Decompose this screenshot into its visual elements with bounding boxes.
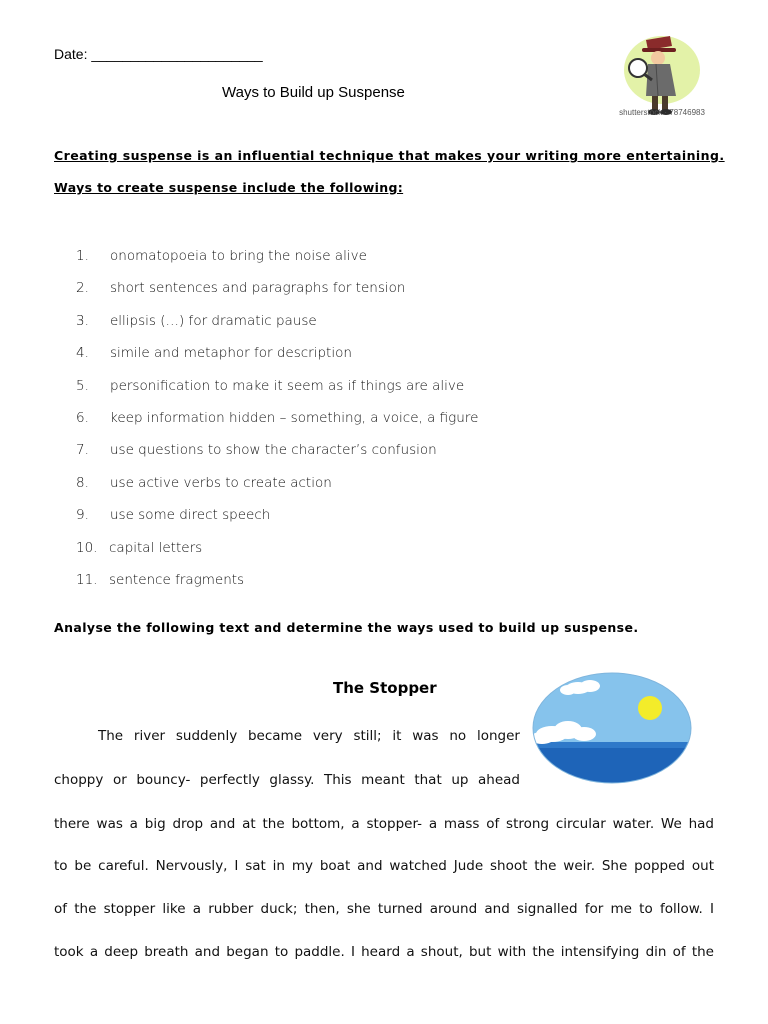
list-item <box>76 378 478 410</box>
list-text: onomatopoeia to bring the noise alive <box>110 248 367 264</box>
intro-line-2: Ways to create suspense include the following: <box>54 180 404 195</box>
list-item <box>76 280 478 312</box>
list-item <box>76 572 478 604</box>
list-number: 11. <box>76 571 98 588</box>
list-text: ellipsis (…) for dramatic pause <box>110 312 317 329</box>
task-instruction: Analyse the following text and determine the ways used to build up suspense. <box>54 620 639 635</box>
list-item <box>76 540 478 572</box>
story-title: The Stopper <box>333 679 437 697</box>
list-text: simile and metaphor for description <box>110 345 352 362</box>
story-line: there was a big drop and at the bottom, a stopper- a mass of strong circular water. We had <box>54 816 714 832</box>
list-number: 10. <box>76 539 98 556</box>
list-text: personification to make it seem as if things are alive <box>110 377 465 394</box>
list-text: use questions to show the character’s confusion <box>110 442 437 459</box>
list-item <box>76 345 478 377</box>
list-text: sentence fragments <box>109 571 245 588</box>
intro-line-1: Creating suspense is an influential technique that makes your writing more entertaining. <box>54 148 725 163</box>
list-number: 4. <box>76 345 89 362</box>
list-item <box>76 410 478 442</box>
list-number: 2. <box>76 280 89 297</box>
list-text: short sentences and paragraphs for tension <box>110 280 406 297</box>
list-item <box>76 442 478 474</box>
date-field-label: Date: ______________________ <box>54 46 263 62</box>
list-item <box>76 248 478 280</box>
sky-sea-scene-icon <box>532 672 692 784</box>
list-text: capital letters <box>109 539 203 556</box>
list-text: use active verbs to create action <box>110 474 332 491</box>
technique-list <box>76 248 478 604</box>
list-number: 3. <box>76 312 89 329</box>
list-number: 1. <box>76 248 89 264</box>
story-line: of the stopper like a rubber duck; then, she turned around and signalled for me to follow. I <box>54 901 714 917</box>
page-title: Ways to Build up Suspense <box>222 84 405 101</box>
list-text: keep information hidden – something, a voice, a figure <box>110 409 479 426</box>
story-line-text: The river suddenly became very still; it was no longer <box>98 728 520 744</box>
story-line: to be careful. Nervously, I sat in my boat and watched Jude shoot the weir. She popped out <box>54 858 714 874</box>
list-number: 6. <box>76 409 89 426</box>
list-number: 5. <box>76 377 89 394</box>
story-line: choppy or bouncy- perfectly glassy. This meant that up ahead <box>54 772 520 788</box>
list-number: 8. <box>76 474 89 491</box>
image-caption: shutterstock · 78746983 <box>619 108 705 117</box>
list-number: 9. <box>76 507 89 524</box>
story-line <box>54 728 520 744</box>
list-number: 7. <box>76 442 89 459</box>
list-item <box>76 313 478 345</box>
list-text: use some direct speech <box>110 507 271 524</box>
list-item <box>76 475 478 507</box>
story-line: took a deep breath and began to paddle. I heard a shout, but with the intensifying din of the <box>54 944 714 960</box>
list-item <box>76 507 478 539</box>
